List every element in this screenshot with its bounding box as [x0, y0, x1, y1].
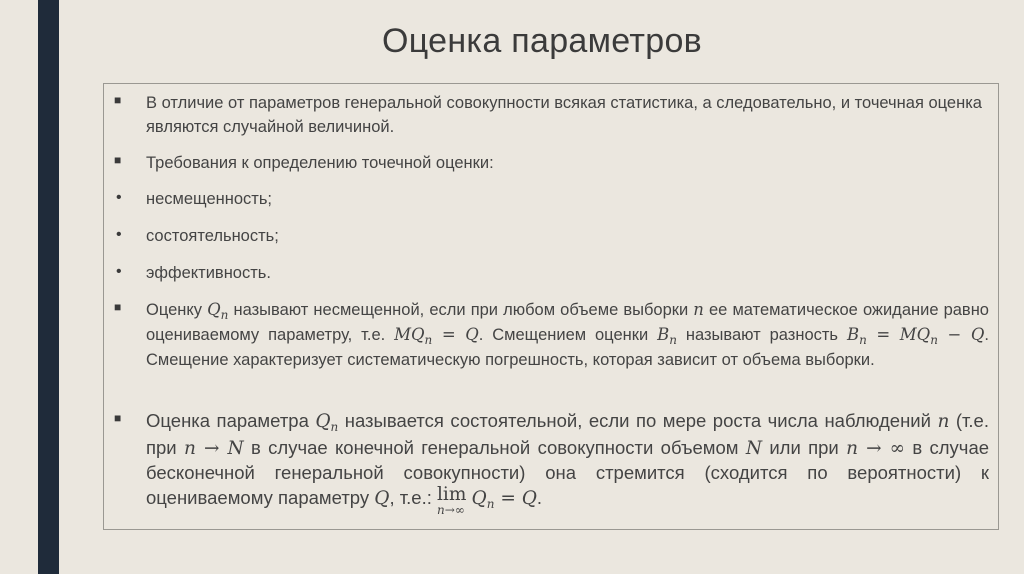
content-frame: [103, 83, 999, 530]
square-bullet-icon: ■: [114, 300, 122, 314]
item-text: Оценку $Q_n$ называют несмещенной, если при любом объеме выборки n ее математическое ожидание равно оцениваемому параметру, т.е. $MQ_n = Q$. Смещением оценки $B_n$ называют разность $B_n = MQ_n - Q$. Смещение характеризует систематическую погрешность, которая зависит от объема выборки.: [146, 300, 989, 369]
square-bullet-icon: ■: [114, 411, 122, 425]
item-text: В отличие от параметров генеральной совокупности всякая статистика, а следовательно, и точечная оценка являются случайной величиной.: [146, 94, 982, 136]
square-bullet-icon: ■: [114, 153, 122, 167]
page-title: Оценка параметров: [381, 22, 703, 60]
round-bullet-icon: •: [116, 226, 122, 243]
limit-operator: lim n→∞: [437, 483, 467, 517]
item-text: несмещенность;: [146, 190, 273, 208]
item-text: состоятельность;: [146, 227, 279, 245]
item-text: Требования к определению точечной оценки:: [146, 154, 494, 172]
item-text: эффективность.: [146, 264, 271, 282]
left-accent-bar: [38, 0, 59, 574]
item-text: Оценка параметра $Q_n$ называется состоятельной, если по мере роста числа наблюдений n (т.е. при n → N в случае конечной генеральной совокупности объемом N или при n → ∞ в случае бесконечной генеральной совокупности) она стремится (сходится по вероятности) к оцениваемому параметру Q, т.е.: lim n→∞ $Q_n = Q$.: [146, 410, 990, 517]
round-bullet-icon: •: [116, 263, 122, 280]
round-bullet-icon: •: [116, 189, 122, 206]
square-bullet-icon: ■: [114, 93, 122, 107]
